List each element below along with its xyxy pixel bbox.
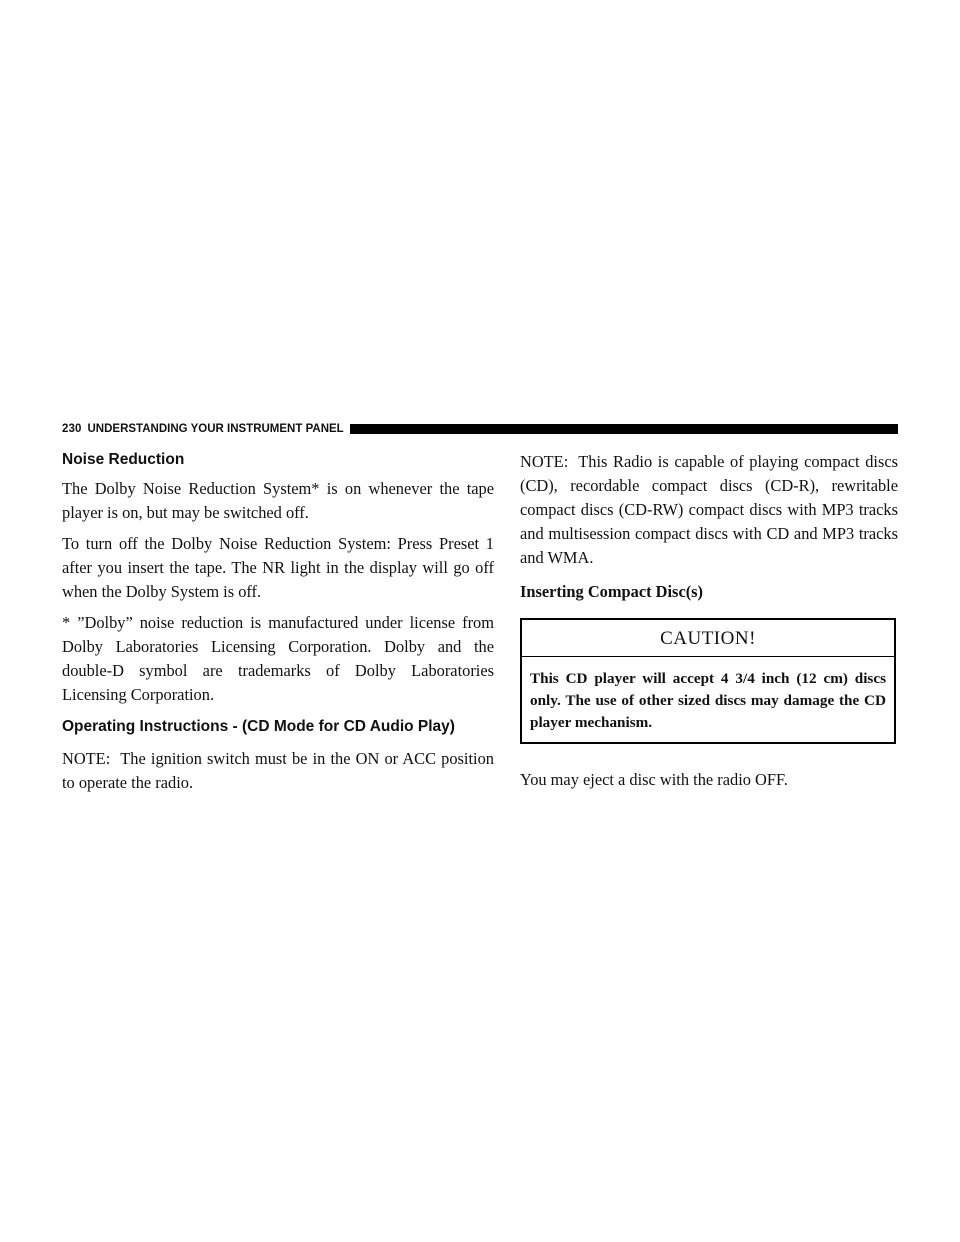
caution-box — [520, 618, 896, 744]
caution-title: CAUTION! — [522, 620, 894, 657]
paragraph-turn-off-dolby: To turn off the Dolby Noise Reduction System: Press Preset 1 after you insert the tape. The NR light in the display will go off when the Dolby System is off. — [62, 534, 494, 601]
note-ignition — [62, 747, 494, 795]
heading-inserting-discs: Inserting Compact Disc(s) — [520, 582, 704, 601]
paragraph-eject: You may eject a disc with the radio OFF. — [520, 770, 788, 789]
left-column — [62, 450, 494, 795]
page-header — [62, 422, 898, 436]
note-label: NOTE: — [520, 452, 569, 471]
note-disc-types-text: This Radio is capable of playing compact discs (CD), recordable compact discs (CD-R), rewritable compact discs (CD-RW) compact discs with MP3 tracks and multisession compact discs with CD and MP3 tracks and WMA. — [520, 452, 898, 567]
page-number: 230 — [62, 423, 82, 435]
header-rule — [350, 424, 898, 434]
note-label: NOTE: — [62, 749, 111, 768]
note-ignition-text: The ignition switch must be in the ON or ACC position to operate the radio. — [62, 749, 494, 792]
note-disc-types — [520, 450, 898, 570]
right-column — [520, 450, 898, 792]
caution-text: This CD player will accept 4 3/4 inch (12 cm) discs only. The use of other sized discs may damage the CD player mechanism. — [530, 670, 886, 731]
paragraph-dolby-footnote: * ”Dolby” noise reduction is manufactured under license from Dolby Laboratories Licensing Corporation. Dolby and the double-D symbol are trademarks of Dolby Laboratories Licensing Corporation. — [62, 613, 494, 704]
section-title: UNDERSTANDING YOUR INSTRUMENT PANEL — [87, 423, 344, 435]
paragraph-dolby-on: The Dolby Noise Reduction System* is on whenever the tape player is on, but may be switched off. — [62, 479, 494, 522]
heading-noise-reduction: Noise Reduction — [62, 451, 185, 468]
heading-operating-instructions: Operating Instructions - (CD Mode for CD Audio Play) — [62, 718, 455, 735]
